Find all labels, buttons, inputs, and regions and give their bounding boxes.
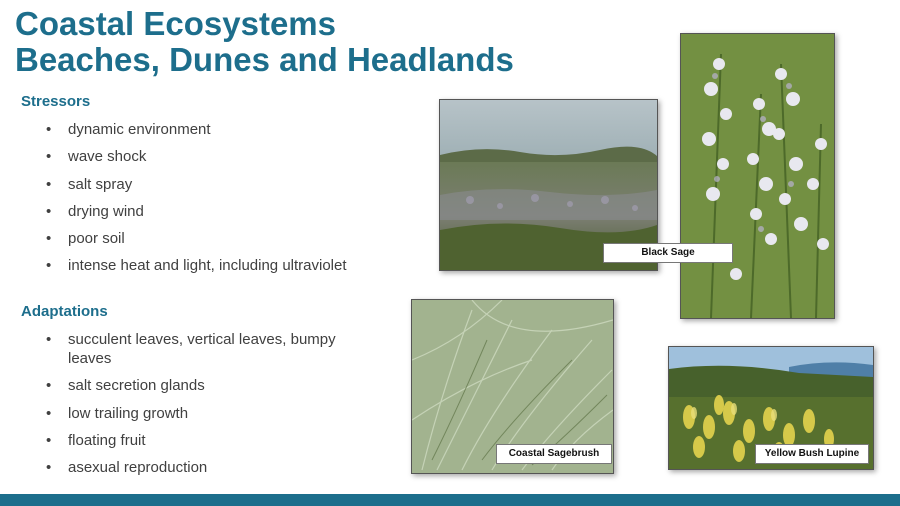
list-item: • intense heat and light, including ultraviolet xyxy=(46,257,347,275)
bullet-icon: • xyxy=(46,230,52,248)
slide-title: Coastal Ecosystems xyxy=(15,5,336,42)
stressors-list xyxy=(40,120,380,284)
stressors-heading: Stressors xyxy=(21,93,91,110)
list-item: • wave shock xyxy=(46,148,147,166)
bullet-icon: • xyxy=(46,331,52,348)
bullet-icon: • xyxy=(46,431,52,449)
list-item: • salt secretion glands xyxy=(46,377,205,395)
slide-subtitle: Beaches, Dunes and Headlands xyxy=(15,41,514,78)
bullet-icon: • xyxy=(46,175,52,193)
bullet-icon: • xyxy=(46,459,52,477)
adaptations-heading: Adaptations xyxy=(21,303,108,320)
bullet-icon: • xyxy=(46,404,52,422)
list-item: • drying wind xyxy=(46,202,144,220)
adaptations-list xyxy=(40,330,380,485)
bullet-icon: • xyxy=(46,148,52,166)
list-item: • low trailing growth xyxy=(46,404,189,422)
black-sage-photo xyxy=(680,33,835,319)
black-sage-image xyxy=(681,34,834,318)
footer-bar xyxy=(0,494,900,506)
list-item: • dynamic environment xyxy=(46,121,211,138)
list-item: • floating fruit xyxy=(46,431,146,449)
bullet-icon: • xyxy=(46,202,52,220)
bullet-icon: • xyxy=(46,377,52,395)
yellow-bush-lupine-caption: Yellow Bush Lupine xyxy=(755,444,869,464)
coastal-sagebrush-caption: Coastal Sagebrush xyxy=(496,444,612,464)
list-item: • succulent leaves, vertical leaves, bumpy leaves xyxy=(46,331,336,367)
black-sage-caption: Black Sage xyxy=(603,243,733,263)
bullet-icon: • xyxy=(46,121,52,138)
bullet-icon: • xyxy=(46,257,52,275)
list-item: • poor soil xyxy=(46,230,125,248)
list-item: • asexual reproduction xyxy=(46,459,208,477)
list-item: • salt spray xyxy=(46,175,133,193)
